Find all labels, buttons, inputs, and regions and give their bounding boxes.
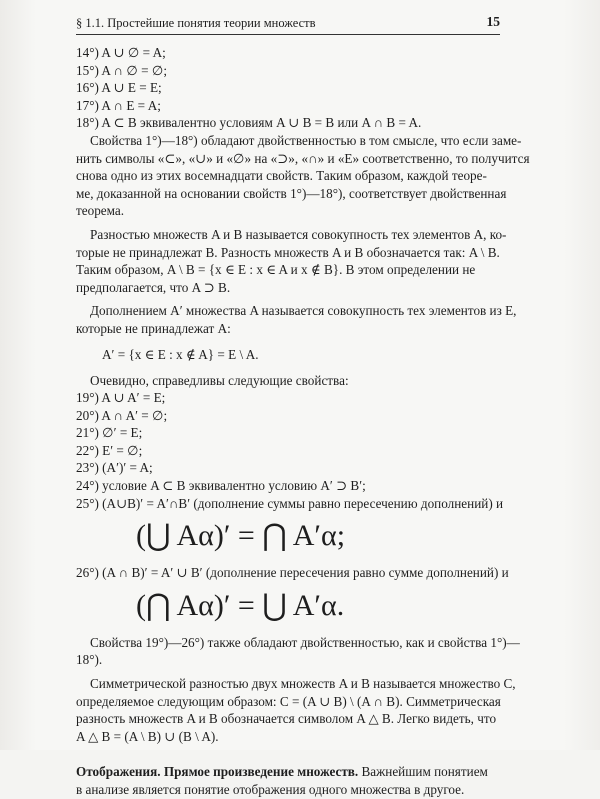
duality-paragraph-line: снова одно из этих восемнадцати свойств. Таким образом, каждой теоре- (76, 168, 487, 184)
difference-definition-line: Таким образом, A \ B = {x ∈ E : x ∈ A и x ∉ B}. В этом определении не (76, 262, 476, 278)
symmetric-difference-line: разность множеств A и B обозначается символом A △ B. Легко видеть, что (76, 711, 497, 727)
complement-formula: A′ = {x ∈ E : x ∉ A} = E \ A. (102, 346, 259, 362)
property-22: 22°) E′ = ∅; (76, 442, 143, 458)
section-first-line (76, 763, 500, 781)
running-header (76, 14, 500, 35)
section-second-line: в анализе является понятие отображения одного множества в другое. (76, 782, 465, 797)
property-15: 15°) A ∩ ∅ = ∅; (76, 62, 168, 78)
formula-26: (⋂ Aα)′ = ⋃ A′α. (136, 588, 345, 622)
complement-definition-line: Дополнением A′ множества A называется совокупность тех элементов из E, (90, 303, 517, 319)
property-25: 25°) (A∪B)′ = A′∩B′ (дополнение суммы равно пересечению дополнений) и (76, 495, 504, 511)
property-21: 21°) ∅′ = E; (76, 425, 143, 441)
duality-paragraph-line: нить символы «⊂», «∪» и «∅» на «⊃», «∩» и «E» соответственно, то получится (76, 150, 530, 166)
property-18: 18°) A ⊂ B эквивалентно условиям A ∪ B = B или A ∩ B = A. (76, 115, 422, 131)
property-20: 20°) A ∩ A′ = ∅; (76, 407, 168, 423)
duality-note-line: Свойства 19°)—26°) также обладают двойственностью, как и свойства 1°)— (90, 634, 520, 650)
symmetric-difference-line: A △ B = (A \ B) ∪ (B \ A). (76, 728, 219, 744)
formula-26-block (76, 582, 500, 634)
duality-note-line: 18°). (76, 652, 103, 668)
difference-definition-line: торые не принадлежат B. Разность множеств A и B обозначается так: A \ B. (76, 244, 500, 260)
duality-paragraph-line: Свойства 1°)—18°) обладают двойственностью в том смысле, что если заме- (90, 132, 522, 148)
duality-paragraph-line: теорема. (76, 203, 125, 219)
symmetric-difference-line: определяемое следующим образом: C = (A ∪ B) \ (A ∩ B). Симметрическая (76, 693, 501, 709)
duality-paragraph-line: ме, доказанной на основании свойств 1°)—18°), соответствует двойственная (76, 185, 507, 201)
property-19: 19°) A ∪ A′ = E; (76, 390, 166, 406)
property-24: 24°) условие A ⊂ B эквивалентно условию A′ ⊃ B′; (76, 478, 366, 494)
property-23: 23°) (A′)′ = A; (76, 460, 153, 476)
property-17: 17°) A ∩ E = A; (76, 97, 161, 113)
symmetric-difference-line: Симметрической разностью двух множеств A и B называется множество C, (90, 676, 516, 692)
header-title: § 1.1. Простейшие понятия теории множеств (76, 16, 316, 30)
property-16: 16°) A ∪ E = E; (76, 80, 162, 96)
section-text: Важнейшим понятием (361, 764, 488, 780)
difference-definition-line: предполагается, что A ⊃ B. (76, 279, 231, 295)
page-body (76, 44, 530, 799)
property-26: 26°) (A ∩ B)′ = A′ ∪ B′ (дополнение пересечения равно сумме дополнений) и (76, 565, 509, 581)
complement-definition-line: которые не принадлежат A: (76, 320, 231, 336)
difference-definition-line: Разностью множеств A и B называется совокупность тех элементов A, ко- (90, 226, 507, 242)
page-number: 15 (486, 14, 500, 29)
section-title: Отображения. Прямое произведение множеств. (76, 764, 359, 780)
formula-25: (⋃ Aα)′ = ⋂ A′α; (136, 519, 346, 553)
property-14: 14°) A ∪ ∅ = A; (76, 45, 166, 60)
formula-25-block (76, 512, 500, 564)
properties-intro: Очевидно, справедливы следующие свойства: (90, 372, 349, 388)
